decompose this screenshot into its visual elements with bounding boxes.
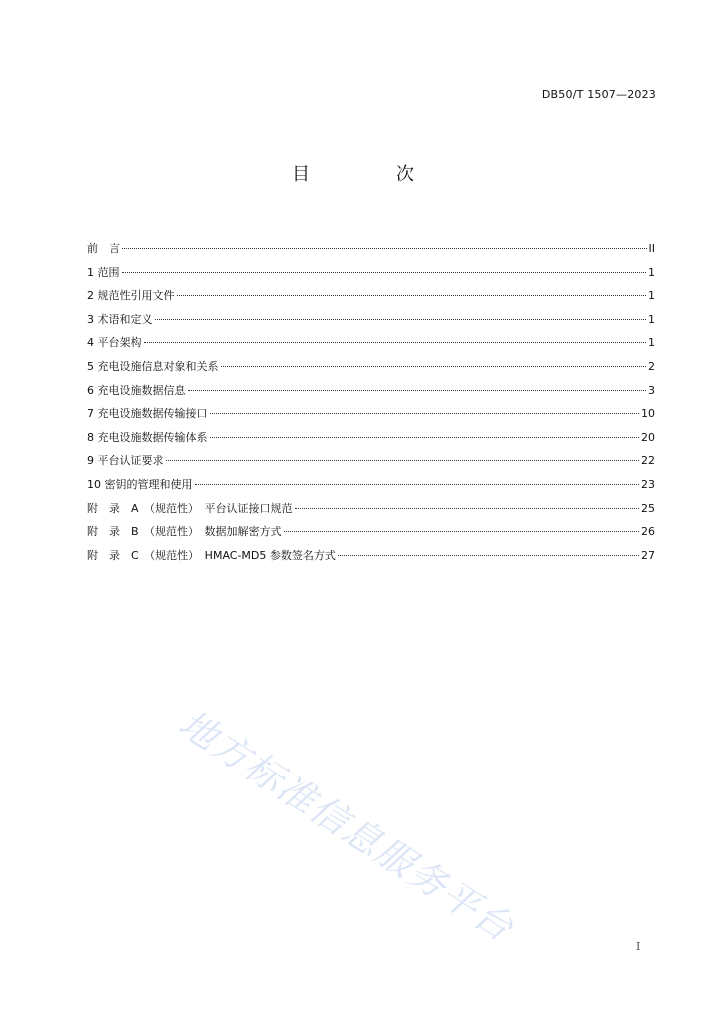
toc-entry-page: 26 [641, 525, 655, 539]
toc-entry-page: II [648, 242, 655, 255]
toc-entry-appendix-a[interactable] [87, 501, 655, 525]
toc-entry-page: 25 [641, 501, 655, 515]
toc-entry-foreword[interactable] [87, 241, 655, 265]
toc-entry-label: 6 充电设施数据信息 [87, 383, 186, 397]
toc-entry-label: 前 言 [87, 242, 120, 255]
toc-leader-dots [122, 248, 647, 249]
toc-entry-transfer-system[interactable] [87, 430, 655, 454]
toc-leader-dots [166, 460, 640, 461]
toc-entry-page: 22 [641, 454, 655, 468]
toc-leader-dots [144, 342, 647, 343]
toc-entry-label: 8 充电设施数据传输体系 [87, 430, 208, 444]
toc-leader-dots [195, 484, 640, 485]
toc-entry-label: 附 录 C （规范性） HMAC-MD5 参数签名方式 [87, 548, 336, 562]
toc-entry-page: 3 [648, 383, 655, 397]
watermark: 地方标准信息服务平台 [171, 701, 522, 951]
toc-entry-label: 1 范围 [87, 265, 120, 279]
toc-entry-page: 1 [648, 312, 655, 326]
toc-entry-transfer-interface[interactable] [87, 406, 655, 430]
toc-entry-page: 27 [641, 548, 655, 562]
toc-entry-data-info[interactable] [87, 383, 655, 407]
toc-entry-label: 附 录 A （规范性） 平台认证接口规范 [87, 501, 293, 515]
toc-entry-label: 附 录 B （规范性） 数据加解密方式 [87, 525, 282, 539]
toc-entry-platform-auth[interactable] [87, 453, 655, 477]
toc-entry-page: 23 [641, 477, 655, 491]
toc-entry-terms-definitions[interactable] [87, 312, 655, 336]
document-code: DB50/T 1507—2023 [541, 88, 656, 101]
toc-leader-dots [295, 508, 639, 509]
toc-leader-dots [177, 295, 647, 296]
page-number: I [636, 940, 641, 953]
toc-leader-dots [122, 272, 647, 273]
toc-entry-page: 1 [648, 336, 655, 350]
toc-entry-label: 9 平台认证要求 [87, 454, 164, 468]
toc-leader-dots [338, 555, 639, 556]
toc-entry-page: 10 [641, 407, 655, 421]
toc-entry-scope[interactable] [87, 265, 655, 289]
toc-entry-label: 3 术语和定义 [87, 312, 153, 326]
toc-entry-key-management[interactable] [87, 477, 655, 501]
toc-leader-dots [188, 390, 647, 391]
toc-leader-dots [155, 319, 647, 320]
toc-entry-page: 1 [648, 265, 655, 279]
toc-entry-label: 5 充电设施信息对象和关系 [87, 359, 219, 373]
toc-entry-normative-references[interactable] [87, 288, 655, 312]
toc-entry-label: 7 充电设施数据传输接口 [87, 407, 208, 421]
toc-entry-label: 10 密钥的管理和使用 [87, 477, 193, 491]
toc-entry-appendix-b[interactable] [87, 524, 655, 548]
toc-entry-page: 2 [648, 359, 655, 373]
toc-entry-label: 2 规范性引用文件 [87, 289, 175, 303]
toc-entry-page: 1 [648, 289, 655, 303]
toc-leader-dots [210, 437, 640, 438]
toc-entry-label: 4 平台架构 [87, 336, 142, 350]
toc-title: 目 次 [292, 164, 448, 185]
toc-entry-page: 20 [641, 430, 655, 444]
toc-entry-appendix-c[interactable] [87, 548, 655, 572]
table-of-contents [87, 241, 655, 571]
toc-leader-dots [221, 366, 647, 367]
toc-entry-info-objects[interactable] [87, 359, 655, 383]
toc-entry-platform-architecture[interactable] [87, 335, 655, 359]
toc-leader-dots [284, 531, 639, 532]
toc-leader-dots [210, 413, 640, 414]
